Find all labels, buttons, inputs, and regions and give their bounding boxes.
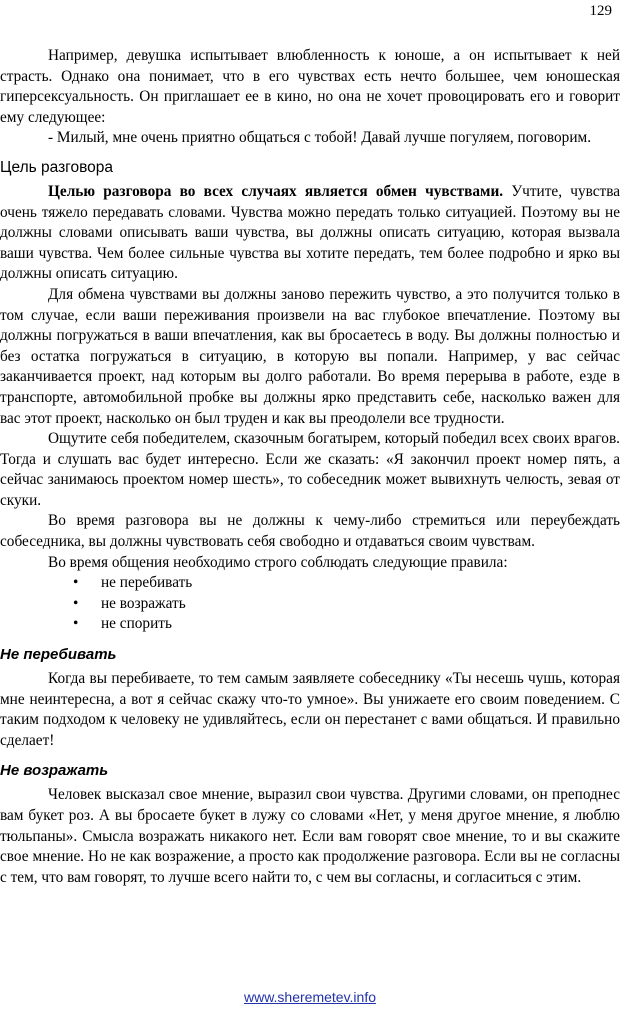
no-interrupt-paragraph: Когда вы перебиваете, то тем самым заявляете собеседнику «Ты несешь чушь, которая мне неинтересна, а вот я сейчас скажу что-то умное». Вы унижаете его своим поведением. С таким подходом к человеку не удивляйтесь, если он перестанет с вами общаться. И правильно сделает! [0,670,620,749]
list-item [0,594,620,615]
no-object-paragraph: Человек высказал свое мнение, выразил свои чувства. Другими словами, он преподнес вам букет роз. А вы бросаете букет в лужу со словами «Нет, у меня другое мнение, я люблю тюльпаны». Смысла возражать никакого нет. Если вам говорят свое мнение, то и вы скажите свое мнение. Но не как возражение, а просто как продолжение разговора. Если вы не согласны с тем, что вам говорят, то лучше всего найти то, с чем вы согласны, и согласиться с этим. [0,786,620,886]
section-paragraph-1 [0,182,620,285]
page-content [0,46,620,888]
intro-paragraph-1: Например, девушка испытывает влюбленность к юноше, а он испытывает к ней страсть. Однако она понимает, что в его чувствах есть нечто большее, чем юношеская гиперсексуальность. Он приглашает ее в кино, но она не хочет провоцировать его и говорит ему следующее: [0,47,620,126]
intro-paragraph-2: - Милый, мне очень приятно общаться с тобой! Давай лучше погуляем, поговорим. [48,129,592,147]
list-item [0,614,620,635]
section-paragraph-1-rest: Учтите, чувства очень тяжело передавать словами. Чувства можно передать только ситуацией. Поэтому вы не должны словами описывать ваши чувства, вы должны описать ситуацию, которая вызвала ваши чувства. Чем более сильные чувства вы хотите передать, тем более подробно и ярко вы должны описать ситуацию. [0,182,620,283]
bullet-icon: • [73,594,79,612]
bullet-icon: • [73,615,79,633]
list-item-label: не возражать [101,594,186,612]
section-heading: Цель разговора [0,158,114,176]
section-paragraph-3: Ощутите себя победителем, сказочным богатырем, который победил всех своих врагов. Тогда и слушать вас будет интересно. Если же сказать: «Я закончил проект номер пять, а сейчас занимаюсь проектом номер шесть», то собеседник может вывихнуть челюсть, зевая от скуки. [0,430,620,509]
section-paragraph-5: Во время общения необходимо строго соблюдать следующие правила: [48,553,508,571]
list-item [0,573,620,594]
subheading-no-object: Не возражать [0,762,109,780]
footer [0,989,620,1007]
footer-link[interactable]: www.sheremetev.info [243,989,376,1005]
rules-list [0,573,620,635]
bullet-icon: • [73,574,79,592]
page-number: 129 [589,3,612,19]
key-statement: Целью разговора во всех случаях является обмен чувствами. [48,182,504,200]
section-paragraph-4: Во время разговора вы не должны к чему-либо стремиться или переубеждать собеседника, вы должны чувствовать себя свободно и отдаваться своим чувствам. [0,512,620,551]
list-item-label: не спорить [101,615,172,633]
subheading-no-interrupt: Не перебивать [0,646,117,664]
list-item-label: не перебивать [101,574,193,592]
section-paragraph-2: Для обмена чувствами вы должны заново пережить чувство, а это получится только в том случае, если ваши переживания произвели на вас глубокое впечатление. Поэтому вы должны погружаться в ваши впечатления, как вы бросаетесь в воду. Вы должны полностью и без остатка погружаться в ситуацию, в которую вы попали. Например, у вас сейчас заканчивается проект, над которым вы долго работали. Во время перерыва в работе, езде в транспорте, автомобильной пробке вы должны ярко представить себе, насколько важен для вас этот проект, насколько он был труден и как вы преодолели все трудности. [0,285,620,427]
